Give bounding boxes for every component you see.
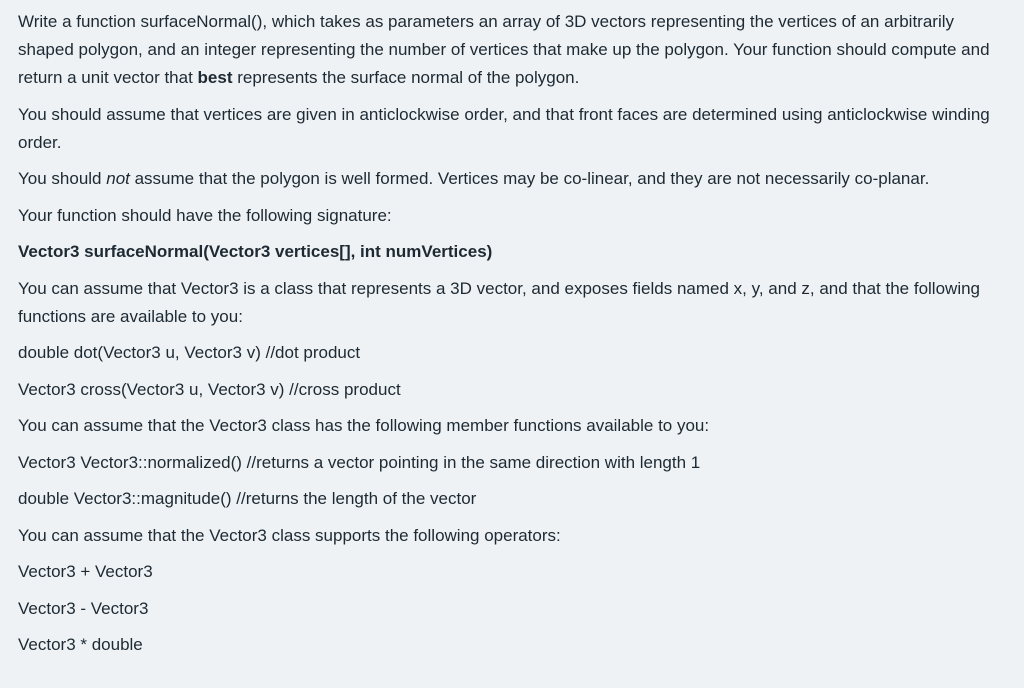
operator-subtract: Vector3 - Vector3 — [18, 598, 149, 618]
function-dot: double dot(Vector3 u, Vector3 v) //dot product — [18, 343, 361, 362]
intro-text-end: represents the surface normal of the polygon. — [232, 68, 580, 87]
operators-intro: You can assume that the Vector3 class supports the following operators: — [18, 525, 561, 545]
member-magnitude: double Vector3::magnitude() //returns the length of the vector — [18, 489, 477, 508]
intro-text-start: Write a function surfaceNormal(), which takes as parameters an array of 3D vectors representing the vertices of an arbitrarily shaped polygon, and an integer representing the number of vertices that make up the polygon. Your function should compute and return a unit vector that — [18, 12, 990, 87]
function-cross: Vector3 cross(Vector3 u, Vector3 v) //cross product — [18, 379, 401, 399]
emphasis-not: not — [106, 169, 130, 188]
winding-order-paragraph: You should assume that vertices are given in anticlockwise order, and that front faces are determined using anticlockwise winding order. — [18, 104, 990, 152]
member-normalized: Vector3 Vector3::normalized() //returns a vector pointing in the same direction with length 1 — [18, 452, 701, 472]
operator-multiply: Vector3 * double — [18, 635, 143, 654]
emphasis-best: best — [197, 68, 233, 87]
well-formed-text-start: You should — [18, 169, 107, 188]
well-formed-paragraph — [18, 165, 1012, 193]
operator-add: Vector3 + Vector3 — [18, 562, 153, 581]
signature-intro: Your function should have the following signature: — [18, 205, 392, 225]
intro-paragraph — [18, 8, 1012, 92]
vector3-description: You can assume that Vector3 is a class that represents a 3D vector, and exposes fields named x, y, and z, and that the following functions are available to you: — [18, 278, 981, 326]
member-functions-intro: You can assume that the Vector3 class has the following member functions available to you: — [18, 416, 710, 435]
function-signature: Vector3 surfaceNormal(Vector3 vertices[], int numVertices) — [18, 242, 493, 261]
problem-statement — [18, 8, 1012, 668]
well-formed-text-end: assume that the polygon is well formed. Vertices may be co-linear, and they are not necessarily co-planar. — [129, 169, 930, 188]
